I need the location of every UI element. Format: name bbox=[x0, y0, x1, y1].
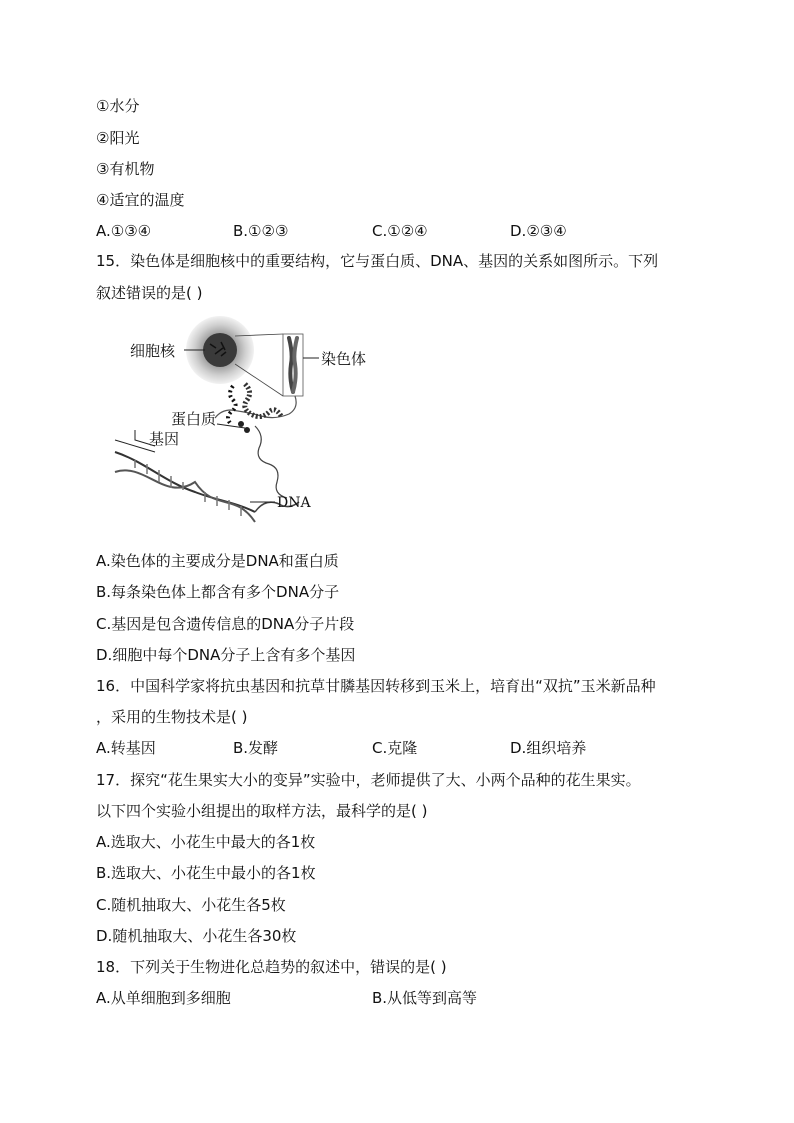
label-gene: 基因 bbox=[149, 430, 180, 448]
q18-options bbox=[96, 988, 696, 1008]
q16-stem-line2: ，采用的生物技术是( ) bbox=[96, 708, 248, 726]
dna-base-pairs bbox=[135, 460, 241, 516]
q14-options bbox=[96, 221, 696, 241]
q14-item-2: ②阳光 bbox=[96, 129, 140, 147]
q15-option-c[interactable]: C.基因是包含遗传信息的DNA分子片段 bbox=[96, 615, 355, 633]
q16-option-a[interactable]: A.转基因 bbox=[96, 739, 156, 757]
q18-option-b[interactable]: B.从低等到高等 bbox=[372, 989, 478, 1007]
q15-option-b[interactable]: B.每条染色体上都含有多个DNA分子 bbox=[96, 583, 340, 601]
chromosome-diagram bbox=[105, 312, 405, 532]
q15-option-a[interactable]: A.染色体的主要成分是DNA和蛋白质 bbox=[96, 552, 339, 570]
label-chromosome: 染色体 bbox=[321, 350, 367, 368]
q17-stem-line1: 17．探究“花生果实大小的变异”实验中，老师提供了大、小两个品种的花生果实。 bbox=[96, 771, 641, 789]
q17-option-b[interactable]: B.选取大、小花生中最小的各1枚 bbox=[96, 864, 316, 882]
q14-item-1: ①水分 bbox=[96, 97, 140, 115]
q16-option-d[interactable]: D.组织培养 bbox=[510, 739, 587, 757]
q15-option-d[interactable]: D.细胞中每个DNA分子上含有多个基因 bbox=[96, 646, 356, 664]
q16-option-c[interactable]: C.克隆 bbox=[372, 739, 418, 757]
q14-item-4: ④适宜的温度 bbox=[96, 191, 185, 209]
q15-stem-line2: 叙述错误的是( ) bbox=[96, 284, 203, 302]
q14-option-b[interactable]: B.①②③ bbox=[233, 222, 289, 240]
label-nucleus: 细胞核 bbox=[130, 342, 176, 360]
q14-option-c[interactable]: C.①②④ bbox=[372, 222, 428, 240]
q14-item-3: ③有机物 bbox=[96, 160, 155, 178]
q16-option-b[interactable]: B.发酵 bbox=[233, 739, 279, 757]
q14-option-d[interactable]: D.②③④ bbox=[510, 222, 567, 240]
q16-options bbox=[96, 738, 696, 758]
q17-option-a[interactable]: A.选取大、小花生中最大的各1枚 bbox=[96, 833, 316, 851]
q15-stem-line1: 15．染色体是细胞核中的重要结构，它与蛋白质、DNA、基因的关系如图所示。下列 bbox=[96, 252, 659, 270]
q14-option-a[interactable]: A.①③④ bbox=[96, 222, 152, 240]
q17-option-d[interactable]: D.随机抽取大、小花生各30枚 bbox=[96, 927, 297, 945]
q17-stem-line2: 以下四个实验小组提出的取样方法，最科学的是( ) bbox=[96, 802, 428, 820]
label-dna: DNA bbox=[277, 495, 311, 511]
label-protein: 蛋白质 bbox=[171, 410, 217, 428]
q18-stem-line1: 18．下列关于生物进化总趋势的叙述中，错误的是( ) bbox=[96, 958, 447, 976]
q18-option-a[interactable]: A.从单细胞到多细胞 bbox=[96, 989, 231, 1007]
q17-option-c[interactable]: C.随机抽取大、小花生各5枚 bbox=[96, 896, 286, 914]
q16-stem-line1: 16．中国科学家将抗虫基因和抗草甘膦基因转移到玉米上，培育出“双抗”玉米新品种 bbox=[96, 677, 656, 695]
